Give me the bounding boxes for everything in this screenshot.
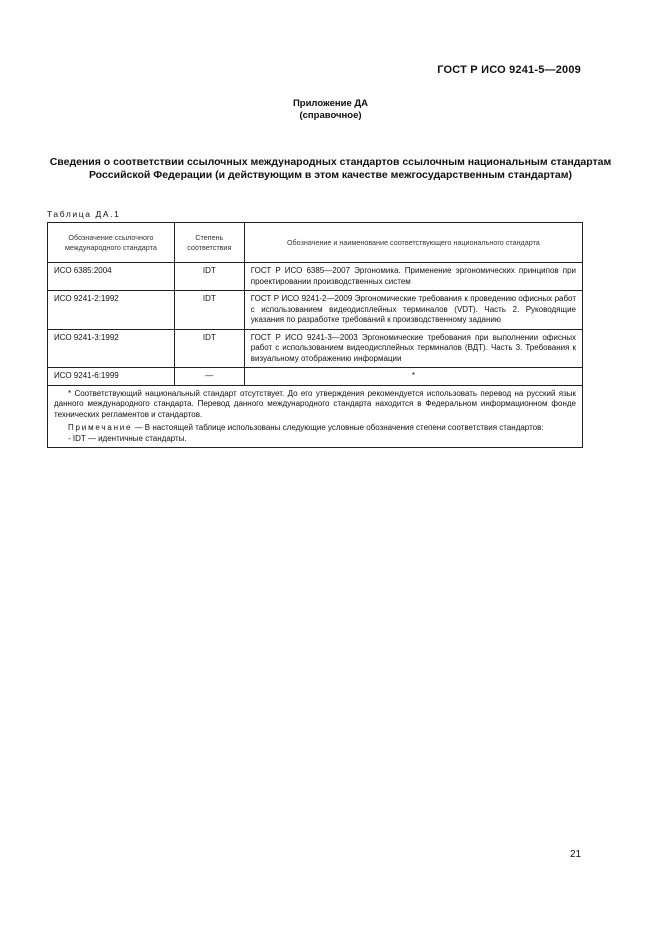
cell-national-standard: ГОСТ Р ИСО 9241-2—2009 Эргономические требования к проведению офисных работ с использованием видеодисплейных терминалов (VDT). Часть 2. Руководящие указания по разработке требований к производственному заданию <box>244 291 582 330</box>
note-text: — В настоящей таблице использованы следующие условные обозначения степени соответствия стандартов: <box>132 423 544 432</box>
cell-intl-standard: ИСО 6385:2004 <box>48 263 175 291</box>
header-national-standard: Обозначение и наименование соответствующего национального стандарта <box>244 223 582 263</box>
annex-title: Приложение ДА <box>292 98 369 109</box>
cell-degree: IDT <box>174 263 244 291</box>
header-intl-standard: Обозначение ссылочного международного стандарта <box>48 223 175 263</box>
table-note <box>54 423 576 434</box>
note-item: - IDT — идентичные стандарты. <box>68 433 187 443</box>
correspondence-table <box>47 222 583 448</box>
header-degree: Степень соответствия <box>174 223 244 263</box>
cell-degree: IDT <box>174 329 244 368</box>
annex-heading <box>0 98 661 122</box>
page-number: 21 <box>570 849 582 860</box>
table-footnote: * Соответствующий национальный стандарт отсутствует. До его утверждения рекомендуется использовать перевод на русский язык данного международного стандарта. Перевод данного международного стандарта находится в Федеральном информационном фонде технических регламентов и стандартов. <box>54 388 576 419</box>
cell-national-standard: ГОСТ Р ИСО 6385—2007 Эргономика. Применение эргономических принципов при проектировании производственных систем <box>244 263 582 291</box>
standard-id: ГОСТ Р ИСО 9241-5—2009 <box>437 64 581 76</box>
cell-national-standard: ГОСТ Р ИСО 9241-3—2003 Эргономические требования при выполнении офисных работ с использованием видеодисплейных терминалов (ВДТ). Часть 3. Требования к визуальному отображению информации <box>244 329 582 368</box>
cell-intl-standard: ИСО 9241-3:1992 <box>48 329 175 368</box>
cell-intl-standard: ИСО 9241-2:1992 <box>48 291 175 330</box>
cell-degree: IDT <box>174 291 244 330</box>
cell-intl-standard: ИСО 9241-6:1999 <box>48 368 175 386</box>
document-title: Сведения о соответствии ссылочных международных стандартов ссылочным национальным стандартам Российской Федерации (и действующим в этом качестве межгосударственным стандартам) <box>49 156 612 181</box>
cell-degree: — <box>174 368 244 386</box>
table-footer-row <box>48 385 583 448</box>
table-row <box>48 263 583 291</box>
annex-subtitle: (справочное) <box>299 110 362 121</box>
table-header-row <box>48 223 583 263</box>
table-row <box>48 368 583 386</box>
table-row <box>48 291 583 330</box>
table-caption: Таблица ДА.1 <box>47 209 121 219</box>
table-notes <box>48 385 583 448</box>
cell-national-standard: * <box>244 368 582 386</box>
table-row <box>48 329 583 368</box>
note-label: Примечание <box>68 423 133 432</box>
